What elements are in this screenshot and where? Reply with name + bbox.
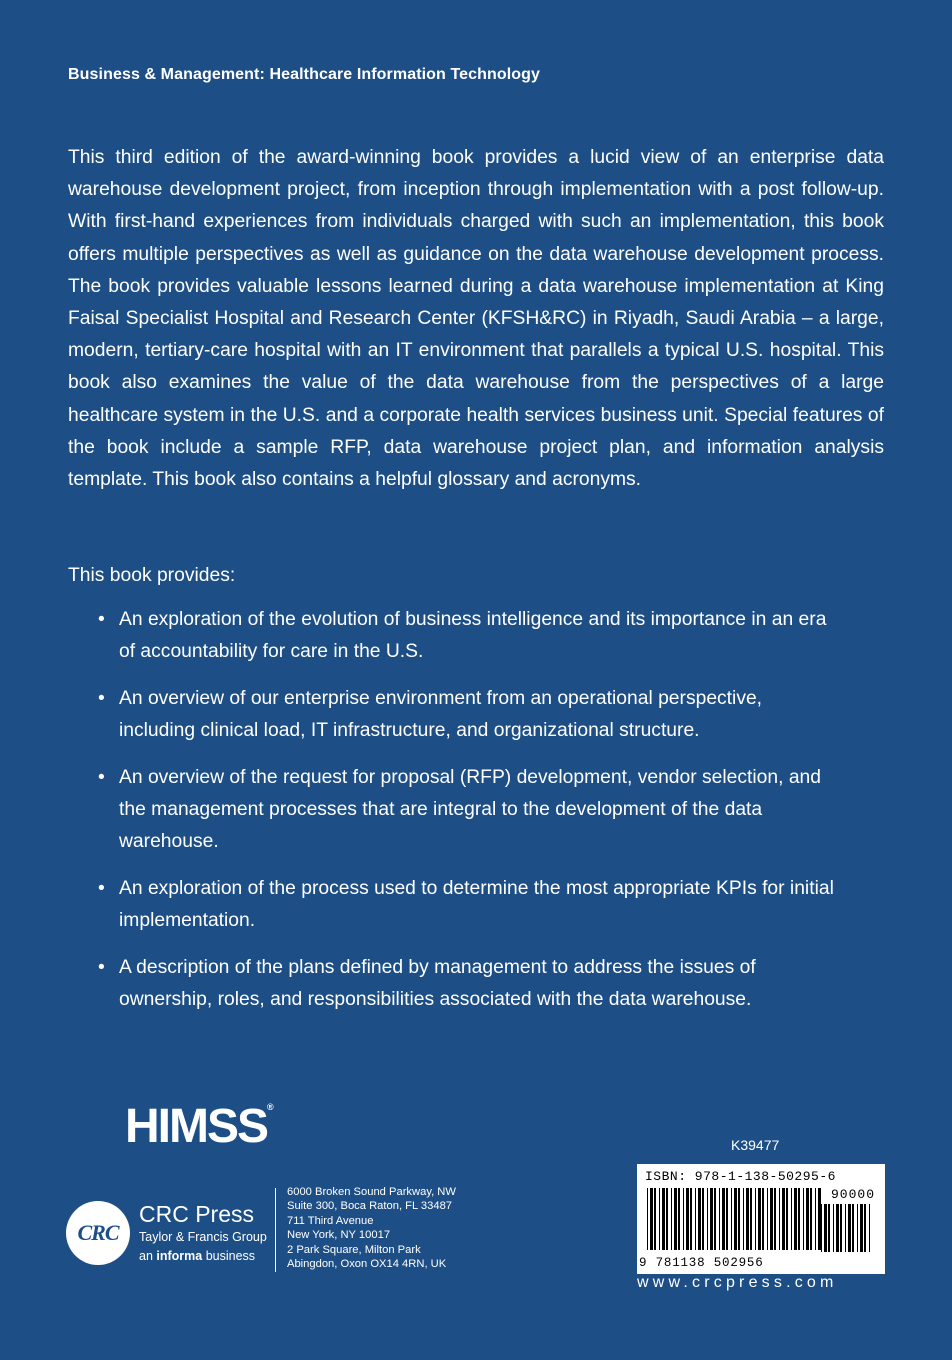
bullet-icon: • (98, 688, 105, 709)
crc-press-name: CRC Press (139, 1201, 255, 1227)
barcode-digits: 9 781138 502956 (639, 1256, 764, 1270)
feature-list (96, 604, 836, 1031)
provides-heading: This book provides: (68, 565, 236, 586)
bullet-icon: • (98, 878, 105, 899)
logo-divider (275, 1188, 276, 1272)
isbn-text: ISBN: 978-1-138-50295-6 (645, 1169, 836, 1184)
subject-category: Business & Management: Healthcare Information Technology (68, 66, 541, 83)
bullet-icon: • (98, 767, 105, 788)
feature-item: • An exploration of the process used to determine the most appropriate KPIs for initial implementation. (96, 873, 836, 937)
address-block: 2 Park Square, Milton Park Abingdon, Oxon OX14 4RN, UK (287, 1244, 447, 1270)
publisher-website: www.crcpress.com (637, 1274, 838, 1291)
addon-barcode-icon (821, 1204, 873, 1252)
feature-item: • An overview of the request for proposal (RFP) development, vendor selection, and the management processes that are integral to the development of the data warehouse. (96, 762, 836, 858)
price-code: 90000 (830, 1187, 875, 1202)
address-block: 711 Third Avenue New York, NY 10017 (287, 1215, 391, 1241)
feature-item: • An overview of our enterprise environment from an operational perspective, including clinical load, IT infrastructure, and organizational structure. (96, 683, 836, 747)
bullet-icon: • (98, 609, 105, 630)
himss-logo: HIMSS® (125, 1100, 274, 1153)
publisher-addresses (287, 1186, 456, 1273)
product-code: K39477 (731, 1137, 780, 1153)
feature-item: • An exploration of the evolution of business intelligence and its importance in an era of accountability for care in the U.S. (96, 604, 836, 668)
book-description: This third edition of the award-winning book provides a lucid view of an enterprise data warehouse development project, from inception through implementation with a post follow-up. With first-hand experiences from individuals charged with such an implementation, this book offers multiple perspectives as well as guidance on the data warehouse development process. The book provides valuable lessons learned during a data warehouse implementation at King Faisal Specialist Hospital and Research Center (KFSH&RC) in Riyadh, Saudi Arabia – a large, modern, tertiary-care hospital with an IT environment that parallels a typical U.S. hospital. This book also examines the value of the data warehouse from the perspectives of a large healthcare system in the U.S. and a corporate health services business unit. Special features of the book include a sample RFP, data warehouse project plan, and information analysis template. This book also contains a helpful glossary and acronyms. (68, 147, 884, 491)
publisher-logo-text (139, 1201, 267, 1263)
taylor-francis-name: Taylor & Francis Group (139, 1230, 267, 1245)
bullet-icon: • (98, 957, 105, 978)
crc-logo-icon: CRC (66, 1201, 130, 1265)
isbn-barcode (637, 1164, 885, 1274)
address-block: 6000 Broken Sound Parkway, NW Suite 300, Boca Raton, FL 33487 (287, 1186, 456, 1212)
feature-item: • A description of the plans defined by management to address the issues of ownership, roles, and responsibilities associated with the data warehouse. (96, 952, 836, 1016)
barcode-bars-icon (647, 1188, 822, 1250)
informa-line: an informa business (139, 1248, 256, 1263)
